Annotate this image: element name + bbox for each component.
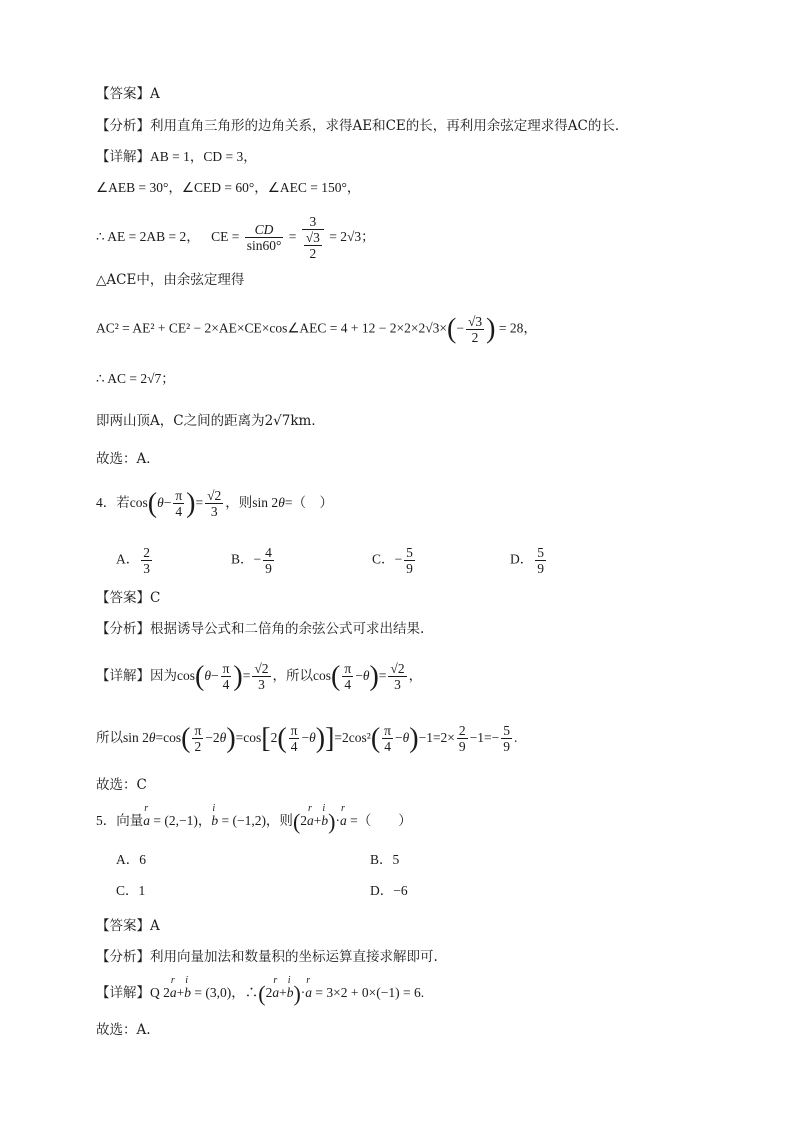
- detail-text: AB = 1，CD = 3，: [150, 149, 257, 164]
- q5-stem-end: =（ ）: [350, 813, 412, 828]
- analysis-line-q3: [96, 116, 628, 136]
- analysis-tag: 【分析】: [96, 949, 150, 965]
- analysis-text: 利用直角三角形的边角关系，求得AE和CE的长，再利用余弦定理求得AC的长．: [150, 118, 629, 134]
- ce-fraction: $\frac{CD}{\sin 60^\circ}$: [246, 222, 282, 254]
- answer-line-q3: [96, 84, 160, 104]
- question-5-stem: 5．向量r a = (2,−1)，i b = (−1,2)，则(2r a+i b)·r a =（ ）: [96, 811, 412, 832]
- answer-line-q5: [96, 916, 160, 936]
- q5-vector-a: = (2,−1)，: [153, 813, 212, 828]
- q5-option-d[interactable]: D．−6: [370, 883, 408, 898]
- analysis-line-q4: [96, 619, 424, 639]
- detail-tag: 【详解】: [96, 985, 150, 1000]
- ce-value: = 2√3；: [329, 229, 375, 244]
- answer-value: C: [150, 590, 161, 606]
- detail-line-q3-7: 即两山顶A，C之间的距离为2√7km．: [96, 413, 325, 429]
- q5-stem-part-a: 5．向量: [96, 813, 144, 828]
- analysis-text: 利用向量加法和数量积的坐标运算直接求解即可.: [150, 949, 438, 965]
- question-4-stem: 4．若cos(θ− $\frac{\pi}{4}$ )= $\frac{√2}{3}$ ，则sin 2θ=（ ）: [96, 487, 333, 520]
- ce-label: CE =: [211, 229, 240, 244]
- detail-therefore: 所以: [96, 730, 123, 745]
- cosine-law-result: = 28，: [498, 320, 537, 336]
- choice-line-q5: 故选：A.: [96, 1022, 151, 1038]
- answer-tag: 【答案】: [96, 918, 150, 934]
- analysis-line-q5: [96, 947, 438, 967]
- detail-line-q3-3: ∴ AE = 2AB = 2， CE = $\frac{CD}{\sin 60^\circ}$ = $\frac{3}{\frac{√3}{2}}$ = 2√3；: [96, 214, 375, 262]
- q5-option-b[interactable]: B．5: [370, 852, 400, 867]
- analysis-tag: 【分析】: [96, 621, 150, 637]
- q4-option-b[interactable]: B．− $\frac{4}{9}$: [231, 545, 272, 576]
- detail-because: 因为: [150, 668, 177, 683]
- detail-line-q5: 【详解】Q 2r a+i b = (3,0)，∴(2r a+i b)·r a = 3×2 + 0×(−1) = 6.: [96, 983, 424, 1004]
- q4-option-c[interactable]: C．− $\frac{5}{9}$: [372, 545, 413, 576]
- answer-line-q4: [96, 588, 160, 608]
- q5-detail-part-b: = (3,0)，∴: [194, 985, 259, 1000]
- choice-line-q4: 故选：C: [96, 777, 147, 793]
- detail-line-q3-2: ∠AEB = 30°，∠CED = 60°，∠AEC = 150°，: [96, 180, 361, 195]
- analysis-tag: 【分析】: [96, 118, 150, 134]
- answer-value: A: [150, 86, 160, 102]
- ae-value: ∴ AE = 2AB = 2，: [96, 229, 200, 244]
- detail-line-q3-6: ∴ AC = 2√7；: [96, 371, 175, 386]
- answer-value: A: [150, 918, 160, 934]
- q5-vector-b: = (−1,2)，则: [221, 813, 293, 828]
- q5-detail-part-c: = 3×2 + 0×(−1) = 6.: [315, 985, 425, 1000]
- detail-line-q3-4: △ACE中，由余弦定理得: [96, 272, 245, 288]
- detail-line-q3-1: [96, 147, 257, 167]
- detail-line-q3-5: AC² = AE² + CE² − 2×AE×CE×cos∠AEC = 4 + 12 − 2×2×2√3×(− $\frac{√3}{2}$ ) = 28，: [96, 313, 537, 345]
- detail-tag: 【详解】: [96, 668, 150, 683]
- q5-option-a[interactable]: A．6: [116, 852, 146, 867]
- choice-line-q3: 故选：A．: [96, 451, 160, 467]
- q5-detail-part-a: Q 2: [150, 985, 170, 1000]
- detail-so: ，所以: [272, 668, 314, 683]
- q4-option-a[interactable]: A． $\frac{2}{3}$: [116, 545, 150, 576]
- analysis-text: 根据诱导公式和二倍角的余弦公式可求出结果.: [150, 621, 425, 637]
- q5-option-c[interactable]: C．1: [116, 883, 146, 898]
- detail-line-q4-2: 所以sin 2θ=cos( $\frac{\pi}{2}$ −2θ)=cos[2( $\frac{\pi}{4}$ −θ)]=2cos²( $\frac{\pi}{4}$ −θ)−1=2× $\frac{2}{9}$ −1=− $\frac{5}{9}$ .: [96, 722, 518, 755]
- detail-tag: 【详解】: [96, 149, 150, 165]
- answer-tag: 【答案】: [96, 590, 150, 606]
- detail-line-q4-1: 【详解】因为cos(θ− $\frac{\pi}{4}$ )= $\frac{√2}{3}$ ，所以cos( $\frac{\pi}{4}$ −θ)= $\frac{√2}{3}$ ，: [96, 660, 423, 693]
- cosine-law-expression: AC² = AE² + CE² − 2×AE×CE×cos∠AEC = 4 + 12 − 2×2×2√3×: [96, 320, 448, 336]
- q4-option-d[interactable]: D． $\frac{5}{9}$: [510, 545, 544, 576]
- answer-tag: 【答案】: [96, 86, 150, 102]
- ce-fraction-2: $\frac{3}{\frac{√3}{2}}$: [302, 214, 324, 261]
